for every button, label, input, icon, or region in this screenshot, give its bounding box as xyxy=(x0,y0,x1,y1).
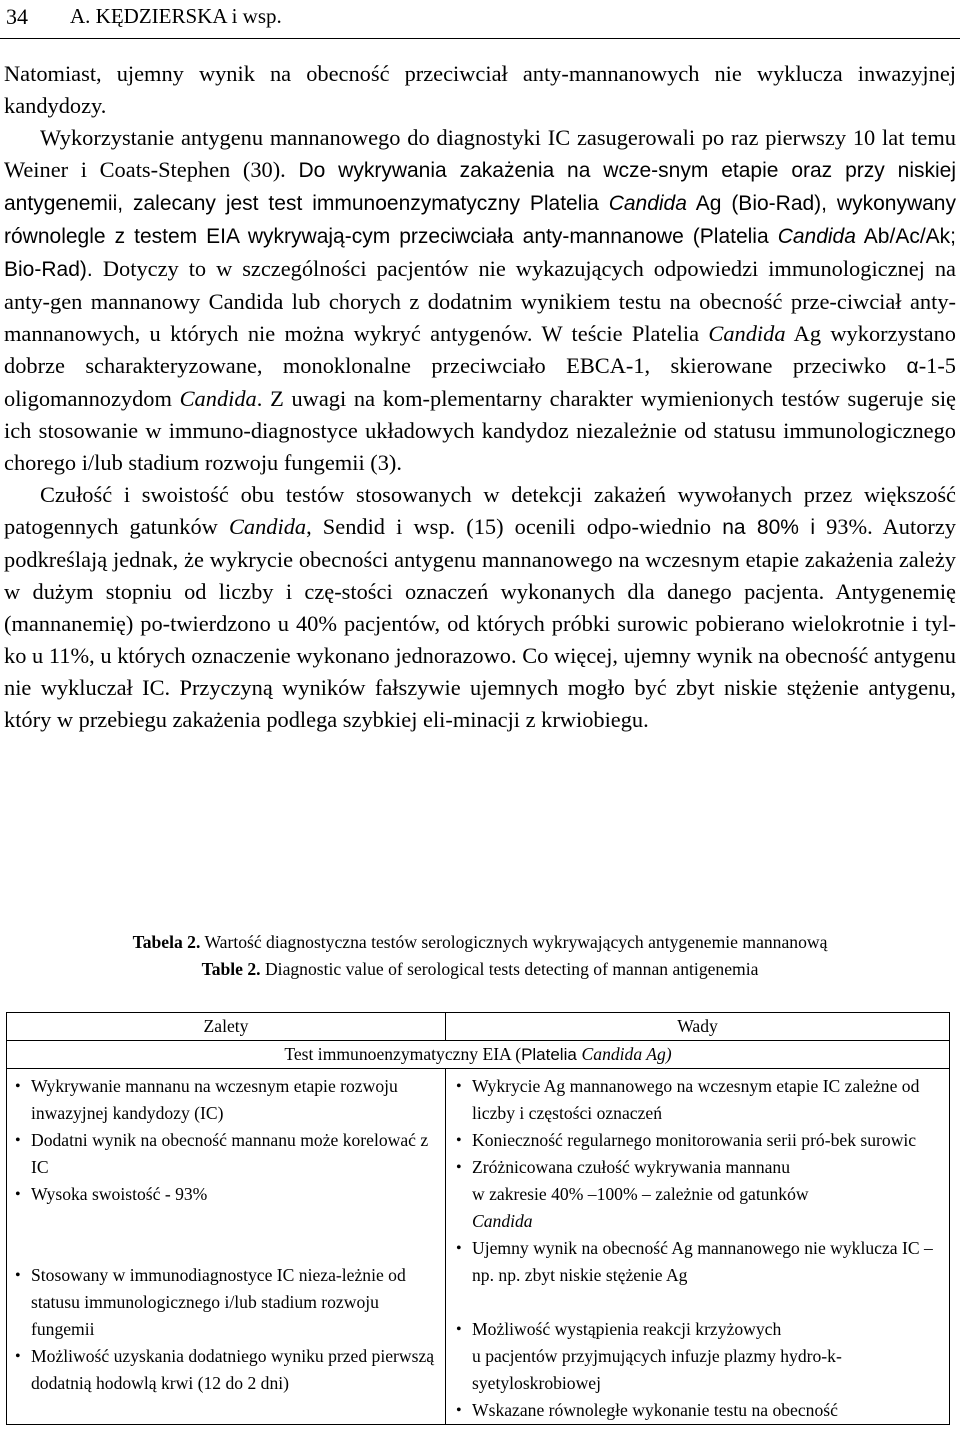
text-span: Platelia xyxy=(521,1045,582,1064)
bullet-icon: • xyxy=(15,1132,21,1149)
table-caption-pl xyxy=(0,930,960,954)
list-item xyxy=(456,1235,943,1289)
page-number: 34 xyxy=(6,4,28,29)
paragraph-1: Natomiast, ujemny wynik na obecność przeciwciał anty-mannanowych nie wyklucza inwazyjnej kandydozy. xyxy=(4,61,956,118)
italic-taxon: Candida xyxy=(608,192,687,215)
disadvantages-cell xyxy=(446,1069,950,1425)
list-item-text: Stosowany w immunodiagnostyce IC nieza-leżnie od statusu immunologicznego i/lub stadium rozwoju fungemii xyxy=(31,1265,406,1339)
list-item-text: Możliwość uzyskania dodatniego wyniku przed pierwszą dodatnią hodowlą krwi (12 do 2 dni) xyxy=(31,1346,435,1393)
caption-text: Wartość diagnostyczna testów serologicznych wykrywających antygenemie mannanową xyxy=(200,932,828,952)
italic-taxon: Candida xyxy=(228,514,307,539)
bullet-icon: • xyxy=(456,1321,462,1338)
bullet-icon: • xyxy=(456,1159,462,1176)
paragraph-2 xyxy=(4,122,956,479)
list-item-text: Zróżnicowana czułość wykrywania mannanu xyxy=(472,1157,791,1177)
text-span: Ab/Ac/Ak; Bio-Rad). xyxy=(4,225,956,281)
text-span: Ag (Bio-Rad), wykonywany równolegle z testem EIA wykrywają-cym przeciwciała anty-mannanowe (Platelia xyxy=(4,192,956,248)
text-span: na 80% i xyxy=(722,516,815,539)
text-span: Test immunoenzymatyczny EIA ( xyxy=(284,1044,522,1064)
list-item-text: Konieczność regularnego monitorowania serii pró-bek surowic xyxy=(472,1130,917,1150)
italic-taxon: Candida Ag) xyxy=(581,1044,672,1064)
list-item xyxy=(456,1397,943,1424)
col-header-disadvantages: Wady xyxy=(446,1013,950,1041)
text-span: Dotyczy to w szczególności pacjentów nie wykazujących odpowiedzi immunologicznej na anty-gen mannanowy Candida lub chorych z dodatnim wynikiem testu na obecność prze-ciwciał anty-mannanowych, u których nie można wykryć antygenów. W teście Platelia xyxy=(4,256,956,346)
table-subheader-row xyxy=(7,1041,950,1069)
running-header xyxy=(0,0,960,39)
table-caption-en xyxy=(0,957,960,981)
italic-taxon: Candida xyxy=(179,386,257,411)
bullet-icon: • xyxy=(456,1132,462,1149)
text-span: Ag wykorzystano dobrze scharakteryzowane, monoklonalne przeciwciało EBCA-1, skierowane przeciwko xyxy=(4,321,956,378)
list-item-text: Wykrycie Ag mannanowego na wczesnym etapie IC zależne od liczby i częstości oznaczeń xyxy=(472,1076,920,1123)
advantages-cell xyxy=(7,1069,446,1425)
article-body xyxy=(4,58,956,736)
list-item xyxy=(456,1127,943,1154)
table-body-row xyxy=(7,1069,950,1425)
list-item xyxy=(15,1073,439,1127)
caption-label: Table 2. xyxy=(201,959,261,979)
col-header-advantages: Zalety xyxy=(7,1013,446,1041)
bullet-icon: • xyxy=(15,1348,21,1365)
list-item-text: Wykrywanie mannanu na wczesnym etapie rozwoju inwazyjnej kandydozy (IC) xyxy=(31,1076,398,1123)
text-span: , Sendid i wsp. (15) ocenili odpo-wiednio xyxy=(306,514,723,539)
paragraph-3 xyxy=(4,479,956,736)
text-span: Do wykrywania zakażenia na wcze-snym etapie oraz przy niskiej antygenemii, zalecany jest test immunoenzymatyczny Platelia xyxy=(4,159,956,215)
running-authors: A. KĘDZIERSKA i wsp. xyxy=(70,4,282,28)
list-item-text: Dodatni wynik na obecność mannanu może korelować z IC xyxy=(31,1130,429,1177)
bullet-icon: • xyxy=(15,1078,21,1095)
list-item xyxy=(456,1316,943,1397)
list-item-text: Wskazane równoległe wykonanie testu na obecność xyxy=(472,1400,838,1420)
text-span: Wykorzystanie antygenu mannanowego do diagnostyki IC zasugerowali po raz pierwszy 10 lat temu Weiner i Coats-Stephen (30). xyxy=(4,125,956,182)
bullet-icon: • xyxy=(15,1186,21,1203)
list-item-text: w zakresie 40% –100% – zależnie od gatunków xyxy=(472,1184,809,1204)
table-header-row xyxy=(7,1013,950,1041)
text-span: -1-5 oligomannozydom xyxy=(4,353,956,411)
bullet-icon: • xyxy=(456,1078,462,1095)
list-item xyxy=(15,1181,439,1208)
list-item-text: u pacjentów przyjmujących infuzje plazmy hydro-k-syetyloskrobiowej xyxy=(472,1346,842,1393)
italic-taxon: Candida xyxy=(777,225,856,248)
list-item-text: Ujemny wynik na obecność Ag mannanowego nie wyklucza IC – np. np. zbyt niskie stężenie Ag xyxy=(472,1238,933,1285)
list-item-text: Wysoka swoistość - 93% xyxy=(31,1184,208,1204)
text-span: . Z uwagi na kom-plementarny charakter wymienionych testów sugeruje się ich stosowanie w immuno-diagnostyce układowych kandydoz niezależnie od statusu immunologicznego chorego i/lub stadium rozwoju fungemii (3). xyxy=(4,386,956,475)
bullet-icon: • xyxy=(456,1240,462,1257)
bullet-icon: • xyxy=(15,1267,21,1284)
text-span: Czułość i swoistość obu testów stosowanych w detekcji zakażeń wywołanych przez większość patogennych gatunków xyxy=(4,482,956,539)
list-item xyxy=(15,1262,439,1343)
spacer xyxy=(15,1208,439,1262)
list-item xyxy=(456,1154,943,1235)
bullet-icon: • xyxy=(456,1402,462,1419)
caption-text: Diagnostic value of serological tests detecting of mannan antigenemia xyxy=(260,959,759,979)
text-span: 93%. Autorzy podkreślają jednak, że wykrycie obecności antygenu mannanowego na wczesnym etapie zakażenia zależy w dużym stopniu od liczby i czę-stości oznaczeń wykonanych dla danego pacjenta. Antygenemię (mannanemię) po-twierdzono u 40% pacjentów, od których próbki surowic pobierano wielokrotnie i tyl-ko u 11%, u których oznaczenie wykonano jednorazowo. Co więcej, ujemny wynik na obecność antygenu nie wykluczał IC. Przyczyną wyników fałszywie ujemnych mogło być zbyt niskie stężenie antygenu, który w przebiegu zakażenia podlega szybkiej eli-minacji z krwiobiegu. xyxy=(4,514,956,732)
spacer xyxy=(456,1289,943,1316)
italic-taxon: Candida xyxy=(472,1211,533,1231)
diagnostic-table xyxy=(6,1012,950,1425)
italic-taxon: Candida xyxy=(708,321,786,346)
list-item-text: Możliwość wystąpienia reakcji krzyżowych xyxy=(472,1319,782,1339)
list-item xyxy=(456,1073,943,1127)
list-item xyxy=(15,1343,439,1397)
list-item xyxy=(15,1127,439,1181)
test-name-header xyxy=(7,1041,950,1069)
alpha-symbol: α xyxy=(906,355,919,378)
caption-label: Tabela 2. xyxy=(132,932,201,952)
